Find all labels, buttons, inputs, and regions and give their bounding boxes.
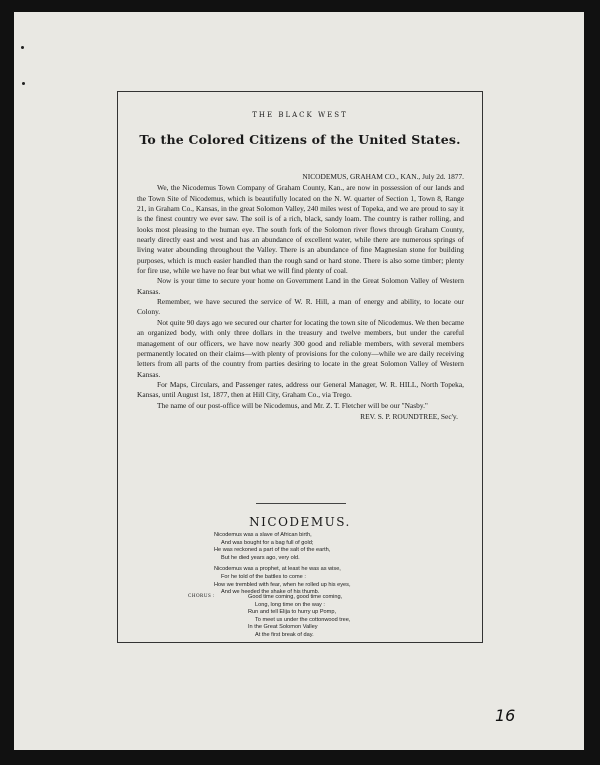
- poem-stanza: [214, 566, 434, 596]
- poem-title: NICODEMUS.: [249, 515, 351, 529]
- broadside-body: [137, 172, 464, 422]
- poem-line: How we trembled with fear, when he rolled up his eyes,: [214, 581, 351, 588]
- chorus-line: Good time coming, good time coming,: [248, 594, 343, 600]
- page-number: 16: [495, 706, 516, 725]
- chorus-line: Long, long time on the way :: [255, 601, 325, 608]
- binding-hole-mark: [21, 46, 24, 49]
- chorus-line: To meet us under the cottonwood tree,: [255, 616, 351, 623]
- poem-stanza: [214, 532, 434, 562]
- paragraph: We, the Nicodemus Town Company of Graham County, Kan., are now in possession of our lands and the Town Site of Nicodemus, which is beautifully located on the N. W. quarter of Section 1, Town 8, Range 21, in Graham Co., Kansas, in the great Solomon Valley, 240 miles west of Topeka, and we are proud to say it is the finest country we ever saw. The soil is of a rich, black, sandy loam. The country is rather rolling, and looks most pleasing to the human eye. The south fork of the Solomon river flows through Graham County, nearly directly east and west and has an abundance of excellent water, while there are numerous springs of living water abounding throughout the Valley. There is an abundance of fine Magnesian stone for building purposes, which is much easier handled than the rough sand or hard stone. There is also some timber; plenty for fire use, while we have no fear but what we will find plenty of coal.: [137, 183, 464, 276]
- chorus-line: Run and tell Elija to hurry up Pomp,: [248, 609, 336, 616]
- section-divider: [256, 503, 346, 504]
- broadside-frame: [117, 91, 483, 643]
- poem-line: For he told of the battles to come :: [221, 573, 306, 580]
- signature: REV. S. P. ROUNDTREE, Sec'y.: [360, 411, 458, 421]
- paragraph: Now is your time to secure your home on Government Land in the Great Solomon Valley of Western Kansas.: [137, 276, 464, 296]
- chorus-verses: [248, 594, 350, 640]
- poem-verses: [214, 532, 434, 601]
- poem-line: Nicodemus was a slave of African birth,: [214, 532, 312, 538]
- broadside-title: To the Colored Citizens of the United States.: [139, 132, 461, 147]
- poem-line: But he died years ago, very old.: [221, 554, 300, 561]
- paragraph: Remember, we have secured the service of W. R. Hill, a man of energy and ability, to locate our Colony.: [137, 297, 464, 317]
- paragraph: For Maps, Circulars, and Passenger rates, address our General Manager, W. R. HILL, North Topeka, Kansas, until August 1st, 1877, then at Hill City, Graham Co., via Trego.: [137, 379, 464, 400]
- paragraph: The name of our post-office will be Nicodemus, and Mr. Z. T. Fletcher will be our "Nasby.": [157, 400, 428, 410]
- header-caption: THE BLACK WEST: [252, 111, 348, 119]
- chorus-line: In the Great Solomon Valley: [248, 624, 318, 631]
- poem-line: Nicodemus was a prophet, at least he was as wise,: [214, 566, 341, 573]
- dateline: NICODEMUS, GRAHAM CO., KAN., July 2d. 1877.: [302, 172, 464, 181]
- poem-line: And we heeded the shake of his thumb.: [221, 589, 320, 596]
- paragraph: Not quite 90 days ago we secured our charter for locating the town site of Nicodemus. We then became an organized body, with only three dollars in the treasury and twelve members, but under the careful management of our officers, we have now nearly 300 good and reliable members, with several members permanently located on their claims—with plenty of provisions for the colony—while we are daily receiving letters from all parts of the country from parties desiring to locate in the great Solomon Valley of Western Kansas.: [137, 317, 464, 379]
- poem-line: And was bought for a bag full of gold;: [221, 539, 314, 546]
- chorus-label: CHORUS :: [188, 594, 215, 599]
- binding-hole-mark: [22, 82, 25, 85]
- poem-line: He was reckoned a part of the salt of the earth,: [214, 547, 331, 554]
- chorus-line: At the first break of day.: [255, 631, 314, 638]
